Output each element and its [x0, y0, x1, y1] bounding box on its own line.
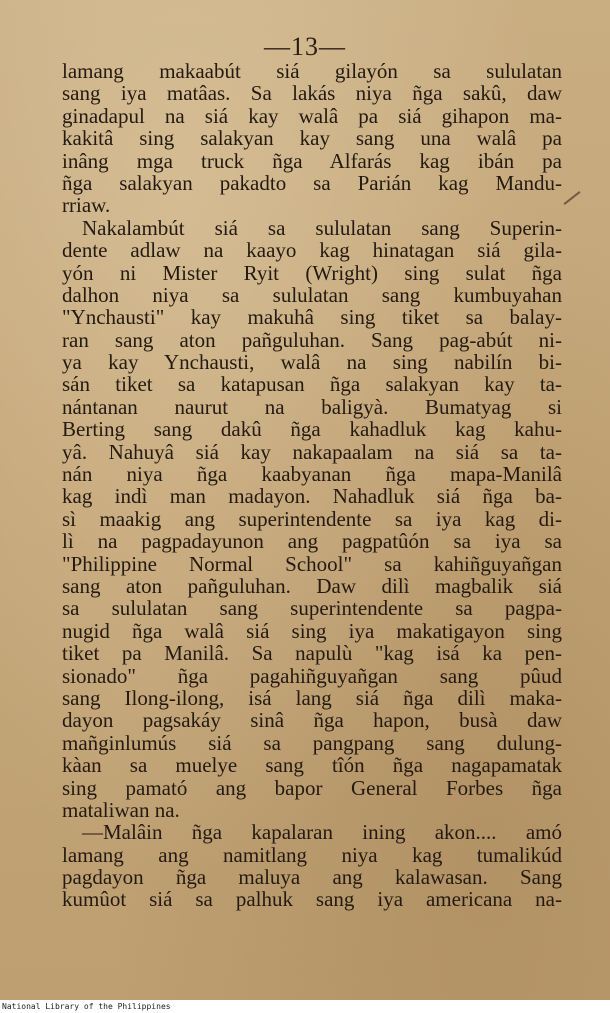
- text-line: kàan sa muelye sang tîón ñga nagapamatak: [62, 753, 562, 778]
- text-line: pagdayon ñga maluya ang kalawasan. Sang: [62, 865, 562, 890]
- text-line: lamang makaabút siá gilayón sa sululatan: [62, 59, 562, 83]
- page-number: —13—: [264, 32, 346, 61]
- body-text: [62, 60, 562, 911]
- text-line: mataliwan na.: [62, 797, 180, 822]
- text-line: dalhon niya sa sululatan sang kumbuyahan: [62, 282, 562, 307]
- text-line: kag indì man madayon. Nahadluk siá ñga ba-: [62, 484, 562, 509]
- text-line: ñga salakyan pakadto sa Parián kag Mandu-: [62, 170, 562, 195]
- text-line: sang Ilong-ilong, isá lang siá ñga dilì maka-: [62, 685, 562, 710]
- text-line: sì maakig ang superintendente sa iya kag di-: [62, 506, 562, 531]
- text-line: "Philippine Normal School" sa kahiñguyañgan: [62, 551, 562, 576]
- text-line: sang aton pañguluhan. Daw dilì magbalik siá: [62, 573, 562, 598]
- text-line: sionado" ñga pagahiñguyañgan sang pûud: [62, 663, 562, 688]
- text-line: yâ. Nahuyâ siá kay nakapaalam na siá sa ta-: [62, 439, 562, 464]
- text-line: lì na pagpadayunon ang pagpatûón sa iya sa: [62, 529, 562, 554]
- text-line: kumûot siá sa palhuk sang iya americana na-: [62, 887, 562, 912]
- text-line: dayon pagsakáy sinâ ñga hapon, busà daw: [62, 708, 562, 733]
- text-line: Berting sang dakû ñga kahadluk kag kahu-: [62, 417, 562, 442]
- text-line: nán niya ñga kaabyanan ñga mapa-Manilâ: [62, 462, 562, 487]
- text-line: mañginlumús siá sa pangpang sang dulung-: [62, 730, 562, 755]
- pencil-mark: [564, 191, 581, 205]
- text-line: kakitâ sing salakyan kay sang una walâ pa: [62, 126, 562, 151]
- text-line: inâng mga truck ñga Alfarás kag ibán pa: [62, 148, 562, 173]
- text-line: ginadapul na siá kay walâ pa siá gihapon ma-: [62, 103, 562, 128]
- library-footer: National Library of the Philippines: [0, 1000, 610, 1013]
- text-line: dente adlaw na kaayo kag hinatagan siá gila-: [62, 238, 562, 263]
- text-line: Nakalambút siá sa sululatan sang Superin-: [82, 215, 562, 240]
- text-line: nugid ñga walâ siá sing iya makatigayon sing: [62, 618, 562, 643]
- text-line: sing pamató ang bapor General Forbes ñga: [62, 775, 562, 800]
- text-line: nántanan naurut na baligyà. Bumatyag si: [62, 394, 562, 419]
- text-line: —Malâin ñga kapalaran ining akon.... amó: [82, 820, 562, 845]
- text-line: "Ynchausti" kay makuhâ sing tiket sa balay-: [62, 305, 562, 330]
- text-line: yón ni Mister Ryit (Wright) sing sulat ñga: [62, 260, 562, 285]
- text-line: lamang ang namitlang niya kag tumalikúd: [62, 842, 562, 867]
- text-line: rriaw.: [62, 193, 111, 218]
- text-line: sa sululatan sang superintendente sa pagpa-: [62, 596, 562, 621]
- text-line: ran sang aton pañguluhan. Sang pag-abút ni-: [62, 327, 562, 352]
- text-line: sán tiket sa katapusan ñga salakyan kay ta-: [62, 372, 562, 397]
- text-line: tiket pa Manilâ. Sa napulù "kag isá ka pen-: [62, 641, 562, 666]
- text-line: ya kay Ynchausti, walâ na sing nabilín bi-: [62, 350, 562, 375]
- text-line: sang iya matâas. Sa lakás niya ñga sakû, daw: [62, 81, 562, 106]
